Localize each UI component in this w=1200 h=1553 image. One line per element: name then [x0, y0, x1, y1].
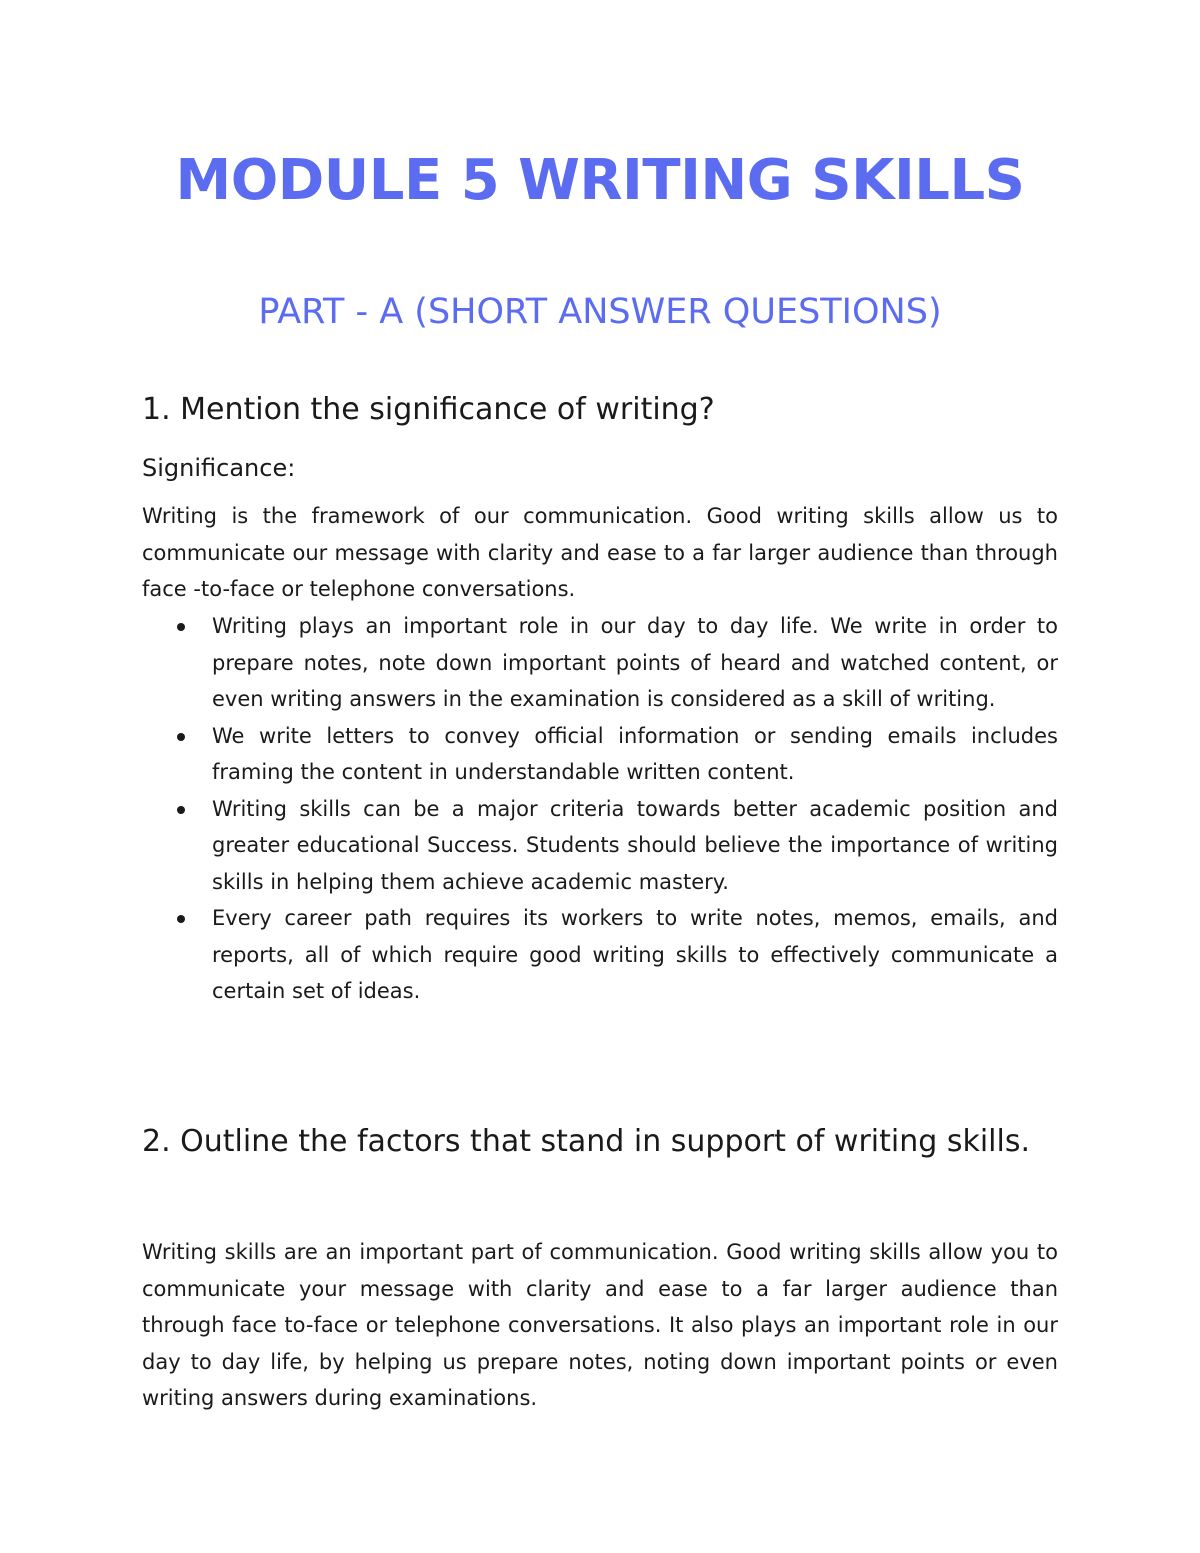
question-1-bullet-list — [142, 608, 1058, 1010]
page-title: MODULE 5 WRITING SKILLS — [175, 148, 1025, 213]
list-item — [142, 791, 1058, 901]
list-item — [142, 718, 1058, 791]
part-heading: PART - A (SHORT ANSWER QUESTIONS) — [258, 292, 942, 332]
list-item-text: Writing plays an important role in our day to day life. We write in order to prepare notes, note down important points of heard and watched content, or even writing answers in the examination is considered as a skill of writing. — [212, 614, 1058, 711]
bullet-dot-icon — [177, 806, 185, 814]
bullet-dot-icon — [177, 733, 185, 741]
bullet-dot-icon — [177, 915, 185, 923]
question-1-intro: Writing is the framework of our communication. Good writing skills allow us to communicate our message with clarity and ease to a far larger audience than through face -to-face or telephone conversations. — [142, 504, 1058, 601]
list-item-text: We write letters to convey official information or sending emails includes framing the content in understandable written content. — [212, 723, 1058, 784]
list-item — [142, 608, 1058, 718]
list-item-text: Every career path requires its workers to write notes, memos, emails, and reports, all of which require good writing skills to effectively communicate a certain set of ideas. — [212, 906, 1058, 1003]
significance-subheading: Significance: — [142, 454, 296, 482]
question-2-heading: 2. Outline the factors that stand in support of writing skills. — [142, 1124, 1031, 1159]
list-item-text: Writing skills can be a major criteria towards better academic position and greater educational Success. Students should believe the importance of writing skills in helping them achieve academic mastery. — [212, 796, 1058, 894]
question-2-body: Writing skills are an important part of communication. Good writing skills allow you to communicate your message with clarity and ease to a far larger audience than through face to-face or telephone conversations. It also plays an important role in our day to day life, by helping us prepare notes, noting down important points or even writing answers during examinations. — [142, 1240, 1058, 1410]
bullet-dot-icon — [177, 623, 185, 631]
question-1-heading: 1. Mention the significance of writing? — [142, 392, 715, 427]
list-item — [142, 900, 1058, 1010]
